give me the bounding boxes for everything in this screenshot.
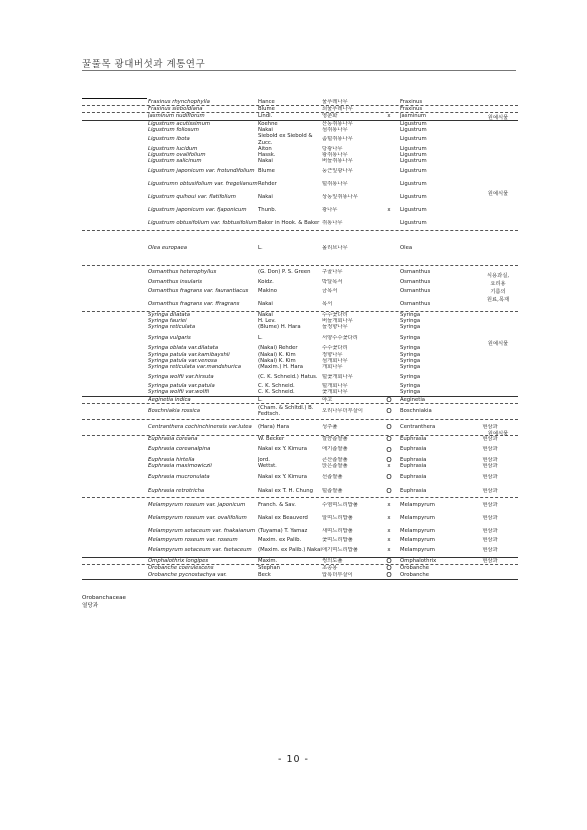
note-cell: 현삼과: [482, 446, 498, 453]
genus-cell: Fraxinus: [400, 106, 423, 113]
authority-cell: Aiton: [258, 146, 272, 153]
species-name-cell: Olea europaea: [148, 244, 187, 251]
family-name-korean: 열당과: [82, 603, 99, 609]
genus-cell: Syringa: [400, 345, 421, 352]
table-row: [82, 524, 518, 537]
note-edible-line: 기름의: [490, 289, 506, 295]
note-cell: 현삼과: [482, 473, 498, 480]
table-row: [82, 165, 518, 178]
table-row: [82, 231, 518, 266]
authority-cell: Blume: [258, 168, 275, 175]
genus-cell: Olea: [400, 244, 413, 251]
genus-cell: Syringa: [400, 311, 421, 318]
table-row: [82, 217, 518, 231]
species-name-cell: Euphrasia coreanalpina: [148, 446, 211, 453]
table-row: [82, 324, 518, 330]
genus-cell: Melampyrum: [400, 527, 435, 534]
authority-cell: L.: [258, 244, 263, 251]
korean-name-cell: 새며느리밥풀: [322, 527, 353, 534]
authority-cell: Jord.: [258, 457, 270, 464]
occurrence-cell: x: [387, 463, 391, 470]
genus-cell: Ligustrum: [400, 158, 427, 165]
occurrence-cell: O: [386, 396, 392, 403]
genus-cell: Osmanthus: [400, 278, 431, 285]
genus-cell: Jasminum: [400, 113, 427, 120]
korean-name-cell: 광나무: [322, 207, 338, 214]
korean-name-cell: 애기며느리밥풀: [322, 547, 358, 554]
authority-cell: C. K. Schneid.: [258, 389, 295, 396]
species-name-cell: Osmanthus heterophyllus: [148, 269, 217, 276]
korean-name-cell: 애기좁쌀풀: [322, 446, 348, 453]
note-edible: [478, 272, 518, 304]
korean-name-cell: 수수꽃다리: [322, 311, 348, 318]
table-row: [82, 266, 518, 279]
genus-cell: Ligustrum: [400, 207, 427, 214]
authority-cell: Rehder: [258, 181, 277, 188]
authority-cell: (G. Don) P. S. Green: [258, 269, 311, 276]
species-name-cell: Omphalothrix longipes: [148, 557, 209, 564]
page-number: - 10 -: [278, 754, 309, 765]
korean-name-cell: 영춘화: [322, 113, 338, 120]
family-name-latin: Orobanchaceae: [82, 595, 126, 601]
species-name-cell: Ligustrum japonicum var. frotundifolium: [148, 168, 255, 175]
species-name-cell: Melampyrum roseum var. japonicum: [148, 501, 246, 508]
note-cell: 현삼과: [482, 501, 498, 508]
species-name-cell: Osmanthus insularis: [148, 278, 202, 285]
occurrence-cell: x: [387, 514, 391, 521]
korean-name-cell: 올리브나무: [322, 244, 348, 251]
korean-name-cell: 서양수수꽃다리: [322, 334, 358, 341]
table-row: [82, 158, 518, 164]
authority-cell: Siebold ex Siebold & Zucc.: [258, 133, 313, 146]
note-cell: 현삼과: [482, 487, 498, 494]
species-name-cell: Ligustrum obtusifolium var. fobtusifolium: [148, 220, 258, 227]
genus-cell: Ligustrum: [400, 168, 427, 175]
species-name-cell: Jasminum nudiflorum: [148, 113, 205, 120]
species-name-cell: Ligustrum foliosum: [148, 126, 199, 133]
genus-cell: Ligustrum: [400, 181, 427, 188]
korean-name-cell: 수염며느리밥풀: [322, 501, 358, 508]
authority-cell: Nakai ex Y. Kimura: [258, 446, 307, 453]
genus-cell: Ligustrum: [400, 136, 427, 143]
genus-cell: Syringa: [400, 364, 421, 371]
genus-cell: Fraxinus: [400, 99, 423, 105]
authority-cell: L.: [258, 334, 263, 341]
authority-cell: (Maxim. ex Palib.) Nakai: [258, 547, 322, 554]
korean-name-cell: 성주풀: [322, 424, 338, 431]
table-row: [82, 463, 518, 469]
genus-cell: Euphrasia: [400, 435, 427, 442]
korean-name-cell: 산동쥐똥나무: [322, 120, 353, 127]
genus-cell: Syringa: [400, 324, 421, 331]
korean-name-cell: 쇠물푸레나무: [322, 106, 353, 113]
species-name-cell: Euphrasia hirtella: [148, 457, 195, 464]
korean-name-cell: 물푸레나무: [322, 99, 348, 105]
table-row: [82, 511, 518, 524]
species-name-cell: Euphrasia maximowiczii: [148, 463, 212, 470]
korean-name-cell: 초종용: [322, 564, 338, 571]
korean-name-cell: 쥐똥나무: [322, 220, 343, 227]
table-row: [82, 404, 518, 420]
genus-cell: Euphrasia: [400, 457, 427, 464]
authority-cell: Hance: [258, 99, 275, 105]
note-ornamental-4: 원예식물: [487, 431, 509, 437]
authority-cell: (Blume) H. Hara: [258, 324, 301, 331]
species-name-cell: Fraxinus rhynchophylla: [148, 99, 210, 105]
occurrence-cell: x: [387, 501, 391, 508]
genus-cell: Syringa: [400, 373, 421, 380]
note-edible-line: 원료,목재: [486, 297, 510, 303]
table-row: [82, 204, 518, 217]
korean-name-cell: 꽃개회나무: [322, 389, 348, 396]
korean-name-cell: 둥근잎광나무: [322, 168, 353, 175]
table-row: [82, 446, 518, 453]
table-row: [82, 537, 518, 543]
occurrence-cell: O: [386, 473, 392, 480]
species-name-cell: Syringa dilatata: [148, 311, 190, 318]
korean-name-cell: 털쥐똥나무: [322, 181, 348, 188]
korean-name-cell: 알며느리밥풀: [322, 514, 353, 521]
occurrence-cell: O: [386, 424, 392, 431]
genus-cell: Aeginetia: [400, 396, 426, 403]
korean-name-cell: 섬쥐똥나무: [322, 126, 348, 133]
genus-cell: Osmanthus: [400, 269, 431, 276]
occurrence-cell: O: [386, 446, 392, 453]
genus-cell: Omphalothrix: [400, 557, 437, 564]
authority-cell: Franch. & Sav.: [258, 501, 296, 508]
authority-cell: Koehne: [258, 120, 278, 127]
note-edible-line: 식용과실,: [486, 273, 510, 279]
species-name-cell: Aeginetia indica: [148, 396, 191, 403]
table-row: [82, 334, 518, 341]
genus-cell: Ligustrum: [400, 194, 427, 201]
species-name-cell: Ligustrum ibota: [148, 136, 190, 143]
genus-cell: Ligustrum: [400, 120, 427, 127]
authority-cell: Blume: [258, 106, 275, 113]
table-row: [82, 420, 518, 436]
table-row: [82, 565, 518, 571]
korean-name-cell: 큰산좁쌀풀: [322, 457, 348, 464]
authority-cell: Baker in Hook. & Baker: [258, 220, 320, 227]
table-row: [82, 113, 518, 120]
authority-cell: Nakai ex T. H. Chung: [258, 487, 313, 494]
occurrence-cell: x: [387, 207, 391, 214]
occurrence-cell: O: [386, 564, 392, 571]
authority-cell: (Cham. & Schltdl.) B. Fedtsch.: [258, 405, 314, 418]
table-row: [82, 298, 518, 312]
occurrence-cell: x: [387, 537, 391, 544]
genus-cell: Syringa: [400, 383, 421, 390]
genus-cell: Ligustrum: [400, 220, 427, 227]
note-ornamental-2: 원예식물: [487, 191, 509, 197]
table-row: [82, 106, 518, 113]
authority-cell: Nakai: [258, 301, 273, 308]
occurrence-cell: O: [386, 557, 392, 564]
korean-name-cell: 개회나무: [322, 364, 343, 371]
korean-name-cell: 버들개회나무: [322, 318, 353, 325]
genus-cell: Melampyrum: [400, 547, 435, 554]
occurrence-cell: x: [387, 547, 391, 554]
table-row: [82, 558, 518, 565]
species-name-cell: Orobanche pycnostachya var.: [148, 571, 227, 578]
note-cell: 현삼과: [482, 527, 498, 534]
header-rule: [82, 70, 516, 71]
authority-cell: (Maxim.) H. Hara: [258, 364, 303, 371]
table-row: [82, 571, 518, 580]
genus-cell: Melampyrum: [400, 514, 435, 521]
note-cell: 현삼과: [482, 547, 498, 554]
authority-cell: Hassk.: [258, 152, 276, 159]
authority-cell: (Tuyama) T. Yamaz: [258, 527, 308, 534]
table-row: [82, 178, 518, 191]
korean-name-cell: 털개회나무: [322, 383, 348, 390]
species-name-cell: Syringa reticulata var.mandshurica: [148, 364, 241, 371]
species-name-cell: Boschniakia rossica: [148, 408, 201, 415]
species-name-cell: Melampyrum setaceum var. fsetaceum: [148, 547, 252, 554]
species-name-cell: Syringa vulgaris: [148, 334, 191, 341]
genus-cell: Ligustrum: [400, 126, 427, 133]
authority-cell: Beck: [258, 571, 271, 578]
authority-cell: Lindl.: [258, 113, 273, 120]
note-cell: 현삼과: [482, 463, 498, 470]
authority-cell: Stephan: [258, 564, 281, 571]
authority-cell: (Nakai) Rehder: [258, 345, 298, 352]
species-name-cell: Osmanthus fragrans var. faurantiacus: [148, 288, 249, 295]
occurrence-cell: x: [387, 113, 391, 120]
korean-name-cell: 오리나무더부살이: [322, 408, 363, 415]
korean-name-cell: 털꽃개회나무: [322, 373, 353, 380]
authority-cell: (Nakai) K. Kim: [258, 357, 296, 364]
authority-cell: (Hara) Hara: [258, 424, 290, 431]
family-label-orobanchaceae: [82, 594, 126, 610]
korean-name-cell: 털좁쌀풀: [322, 487, 343, 494]
table-row: [82, 484, 518, 498]
genus-cell: Syringa: [400, 318, 421, 325]
occurrence-cell: O: [386, 408, 392, 415]
note-cell: 현삼과: [482, 514, 498, 521]
table-row: [82, 191, 518, 204]
genus-cell: Melampyrum: [400, 537, 435, 544]
korean-name-cell: 당광나무: [322, 146, 343, 153]
table-row: [82, 436, 518, 442]
species-name-cell: Syringa patula var.patula: [148, 383, 215, 390]
table-row: [82, 127, 518, 133]
table-row: [82, 99, 518, 106]
species-name-cell: Ligustrumn obtusifolium var. fregelianum: [148, 181, 258, 188]
korean-name-cell: 들정향나무: [322, 324, 348, 331]
table-row: [82, 544, 518, 558]
genus-cell: Osmanthus: [400, 301, 431, 308]
species-name-cell: Syringa oblata var.dilatata: [148, 345, 219, 352]
species-name-cell: Ligustrum acutissimum: [148, 120, 211, 127]
authority-cell: C. K. Schneid.: [258, 383, 295, 390]
genus-cell: Melampyrum: [400, 501, 435, 508]
genus-cell: Ligustrum: [400, 146, 427, 153]
korean-name-cell: 버들쥐똥나무: [322, 158, 353, 165]
genus-cell: Euphrasia: [400, 463, 427, 470]
korean-name-cell: 구골나무: [322, 269, 343, 276]
genus-cell: Boschniakia: [400, 408, 432, 415]
species-name-cell: Melampyrum setaceum var. fnakaianum: [148, 527, 256, 534]
occurrence-cell: x: [387, 527, 391, 534]
note-cell: 현삼과: [482, 435, 498, 442]
korean-name-cell: 정향나무: [322, 351, 343, 358]
occurrence-cell: O: [386, 435, 392, 442]
species-name-cell: Syringa patula var.venosa: [148, 357, 217, 364]
table-row: [82, 364, 518, 370]
species-name-cell: Centranthera cochinchinensis var.lutea: [148, 424, 252, 431]
genus-cell: Orobanche: [400, 571, 429, 578]
species-table: [82, 99, 518, 580]
species-name-cell: Syringa fauriei: [148, 318, 187, 325]
genus-cell: Syringa: [400, 334, 421, 341]
species-name-cell: Syringa reticulata: [148, 324, 196, 331]
table-row: [82, 285, 518, 298]
authority-cell: Wettst.: [258, 463, 277, 470]
authority-cell: Maxim. ex Palib.: [258, 537, 302, 544]
genus-cell: Euphrasia: [400, 487, 427, 494]
korean-name-cell: 상동잎쥐똥나무: [322, 194, 358, 201]
occurrence-cell: O: [386, 457, 392, 464]
species-name-cell: Orobanche coerulescens: [148, 564, 214, 571]
authority-cell: Nakai ex Y. Kimura: [258, 473, 307, 480]
authority-cell: L.: [258, 396, 263, 403]
authority-cell: W. Becker: [258, 435, 285, 442]
korean-name-cell: 박달목서: [322, 278, 343, 285]
korean-name-cell: 왕쥐똥나무: [322, 152, 348, 159]
authority-cell: Maxim.: [258, 557, 278, 564]
authority-cell: Makino: [258, 288, 277, 295]
note-ornamental-3: 원예식물: [487, 341, 509, 347]
authority-cell: Nakai ex Beauverd: [258, 514, 308, 521]
note-cell: 현삼과: [482, 537, 498, 544]
species-name-cell: Ligustrum japonicum var. fjaponicum: [148, 207, 247, 214]
authority-cell: Thunb.: [258, 207, 277, 214]
korean-name-cell: 금목서: [322, 288, 338, 295]
note-cell: 현삼과: [482, 457, 498, 464]
table-row: [82, 133, 518, 146]
species-name-cell: Ligustrum salicinum: [148, 158, 202, 165]
genus-cell: Centranthera: [400, 424, 436, 431]
table-row: [82, 397, 518, 404]
species-name-cell: Syringa patula var.kamibayshii: [148, 351, 230, 358]
species-name-cell: Melampyrum roseum var. roseum: [148, 537, 238, 544]
occurrence-cell: O: [386, 487, 392, 494]
korean-name-cell: 꽃며느리밥풀: [322, 537, 353, 544]
genus-cell: Orobanche: [400, 564, 429, 571]
table-row: [82, 279, 518, 285]
authority-cell: (C. K. Schneid.) Hatus.: [258, 373, 318, 380]
species-name-cell: Ligustrum ovalifolium: [148, 152, 206, 159]
authority-cell: Nakai: [258, 158, 273, 165]
korean-name-cell: 압록더부살이: [322, 571, 353, 578]
korean-name-cell: 목서: [322, 301, 333, 308]
genus-cell: Ligustrum: [400, 152, 427, 159]
species-name-cell: Euphrasia coreana: [148, 435, 198, 442]
page-header-title: 꿀풀목 광대버섯과 계통연구: [82, 59, 206, 70]
table-row: [82, 473, 518, 480]
species-name-cell: Ligustrum lucidum: [148, 146, 198, 153]
genus-cell: Syringa: [400, 389, 421, 396]
korean-name-cell: 야고: [322, 396, 333, 403]
genus-cell: Osmanthus: [400, 288, 431, 295]
species-name-cell: Melampyrum roseum var. ovalifolium: [148, 514, 247, 521]
korean-name-cell: 선좁쌀풀: [322, 473, 343, 480]
authority-cell: Nakai: [258, 194, 273, 201]
species-name-cell: Syringa wolfii var.hirsuta: [148, 373, 214, 380]
authority-cell: Nakai: [258, 311, 273, 318]
species-name-cell: Ligustrum quihoui var. flatifolium: [148, 194, 236, 201]
table-row: [82, 370, 518, 383]
korean-name-cell: 앉은좁쌀풀: [322, 463, 348, 470]
table-row: [82, 498, 518, 511]
species-name-cell: Syringa wolfii var.wolfii: [148, 389, 210, 396]
korean-name-cell: 깔끔좁쌀풀: [322, 435, 348, 442]
genus-cell: Syringa: [400, 351, 421, 358]
korean-name-cell: 좀털쥐똥나무: [322, 136, 353, 143]
species-name-cell: Osmanthus fragrans var. ffragrans: [148, 301, 240, 308]
species-name-cell: Euphrasia retrotricha: [148, 487, 205, 494]
note-ornamental-1: 원예식물: [487, 115, 509, 121]
korean-name-cell: 섬개회나무: [322, 357, 348, 364]
authority-cell: Koidz.: [258, 278, 274, 285]
note-cell: 현삼과: [482, 424, 498, 431]
note-edible-line: 요리용: [490, 281, 506, 287]
occurrence-cell: O: [386, 572, 392, 579]
authority-cell: H. Lev.: [258, 318, 276, 325]
table-row: [82, 389, 518, 396]
genus-cell: Euphrasia: [400, 446, 427, 453]
genus-cell: Syringa: [400, 357, 421, 364]
korean-name-cell: 썽의도풀: [322, 557, 343, 564]
note-cell: 현삼과: [482, 557, 498, 564]
korean-name-cell: 수수꽃다리: [322, 345, 348, 352]
species-name-cell: Euphrasia mucronulata: [148, 473, 210, 480]
authority-cell: Nakai: [258, 126, 273, 133]
species-name-cell: Fraxinus sieboldiana: [148, 106, 203, 113]
authority-cell: (Nakai) K. Kim: [258, 351, 296, 358]
genus-cell: Euphrasia: [400, 473, 427, 480]
